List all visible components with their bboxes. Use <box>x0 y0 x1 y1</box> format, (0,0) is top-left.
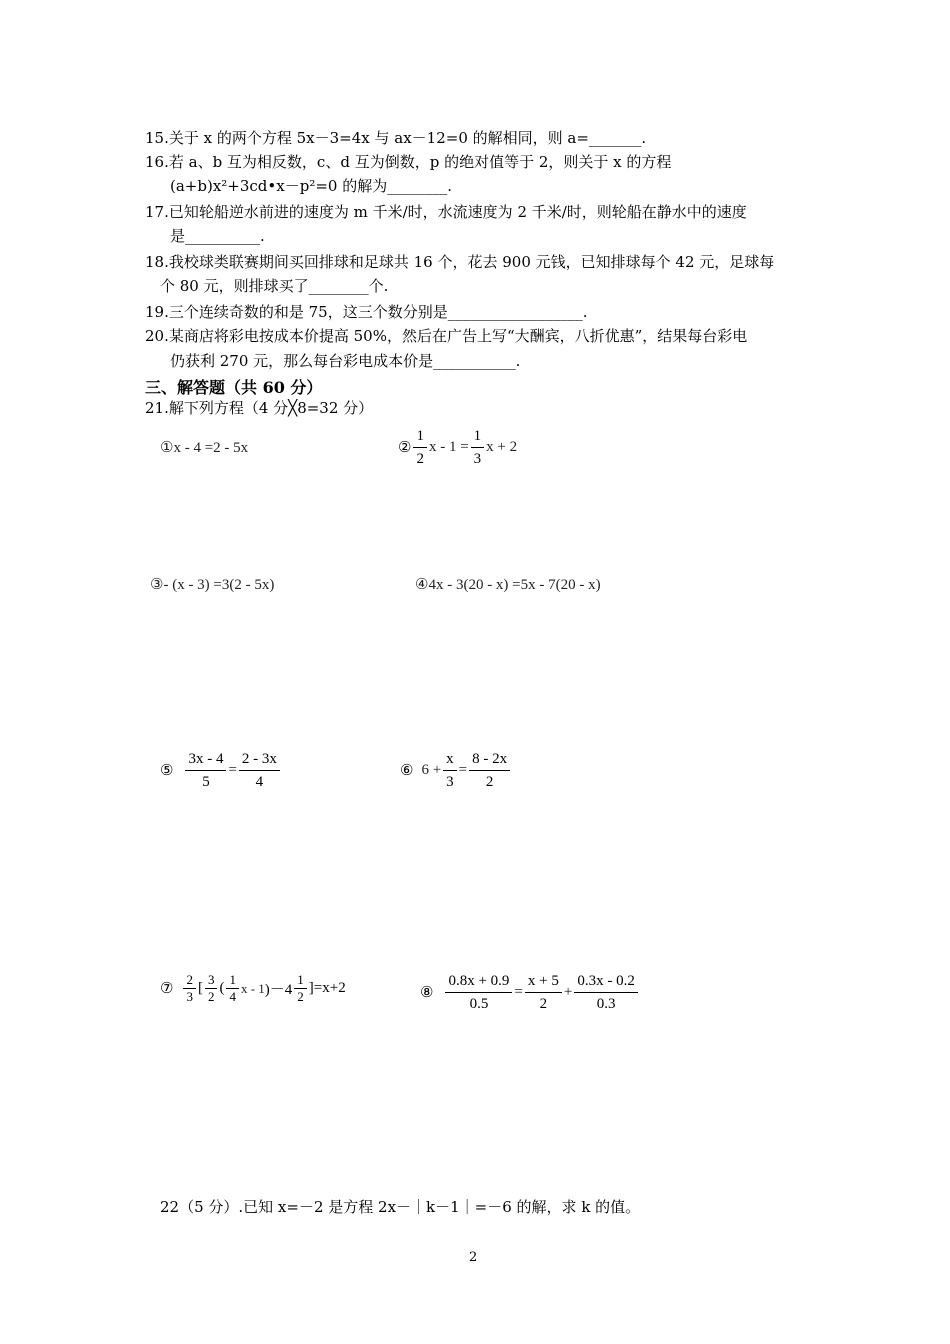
question-16-line1: 16.若 a、b 互为相反数，c、d 互为倒数，p 的绝对值等于 2，则关于 x 的方程 <box>145 153 672 171</box>
equation-3 <box>150 575 274 594</box>
equation-6-fraction-1: $\frac{x}{3}$ <box>443 748 457 793</box>
question-20-line1: 20.某商店将彩电按成本价提高 50%，然后在广告上写“大酬宾，八折优惠”，结果每台彩电 <box>145 327 748 345</box>
question-18-line1: 18.我校球类联赛期间买回排球和足球共 16 个，花去 900 元钱，已知排球每个 42 元，足球每 <box>145 253 775 271</box>
equation-2-fraction-1: $\frac{1}{2}$ <box>413 425 427 470</box>
question-17-line2: 是__________. <box>170 227 265 245</box>
question-19: 19.三个连续奇数的和是 75，这三个数分别是__________________. <box>145 303 588 321</box>
equation-4 <box>415 575 601 594</box>
equation-4-text: ④4x - 3(20 - x) =5x - 7(20 - x) <box>415 577 601 593</box>
equation-2: ② $\frac{1}{2}$ x - 1 = $\frac{1}{3}$ x + 2 <box>398 425 517 470</box>
question-16-line2: (a+b)x²+3cd•x－p²=0 的解为________. <box>170 177 452 195</box>
equation-7: ⑦ $\frac{2}{3}$ [ $\frac{3}{2}$ ( $\frac{1}{4}$ x - 1 )－4 $\frac{1}{2}$ ]=x+2 <box>160 972 346 1004</box>
equation-2-mark: ② <box>398 440 412 456</box>
equation-6-mark: ⑥ <box>400 763 414 779</box>
equation-5-fraction-1: $\frac{3x - 4}{5}$ <box>185 748 226 793</box>
equation-8: ⑧ $\frac{0.8x + 0.9}{0.5}$ = $\frac{x + 5}{2}$ + $\frac{0.3x - 0.2}{0.3}$ <box>420 970 640 1015</box>
question-20-line2: 仍获利 270 元，那么每台彩电成本价是___________. <box>170 352 521 370</box>
equation-8-fraction-3: $\frac{0.3x - 0.2}{0.3}$ <box>574 970 638 1015</box>
section-3-heading: 三、解答题（共 60 分） <box>145 378 323 397</box>
equation-7-fraction-1: $\frac{2}{3}$ <box>183 972 196 1005</box>
page-number: 2 <box>469 1250 478 1265</box>
equation-7-mark: ⑦ <box>160 981 174 997</box>
equation-1 <box>160 438 248 457</box>
equation-1-text: ①x - 4 =2 - 5x <box>160 440 249 456</box>
equation-7-fraction-2: $\frac{3}{2}$ <box>205 972 218 1005</box>
equation-7-fraction-4: $\frac{1}{2}$ <box>294 972 307 1005</box>
equation-6-fraction-2: $\frac{8 - 2x}{2}$ <box>469 748 510 793</box>
question-15: 15.关于 x 的两个方程 5x－3=4x 与 ax－12=0 的解相同，则 a=_______. <box>145 129 647 147</box>
question-17-line1: 17.已知轮船逆水前进的速度为 m 千米/时，水流速度为 2 千米/时，则轮船在静水中的速度 <box>145 203 747 221</box>
question-21-title: 21.解下列方程（4 分╳8=32 分） <box>145 399 374 417</box>
equation-5: ⑤ $\frac{3x - 4}{5}$ = $\frac{2 - 3x}{4}$ <box>160 748 282 793</box>
equation-2-fraction-2: $\frac{1}{3}$ <box>471 425 485 470</box>
equation-3-text: ③- (x - 3) =3(2 - 5x) <box>150 577 275 593</box>
equation-5-mark: ⑤ <box>160 763 174 779</box>
equation-8-mark: ⑧ <box>420 985 434 1001</box>
equation-8-fraction-2: $\frac{x + 5}{2}$ <box>525 970 562 1015</box>
question-22: 22（5 分）.已知 x=－2 是方程 2x－｜k－1｜=－6 的解，求 k 的值。 <box>160 1198 641 1216</box>
equation-8-fraction-1: $\frac{0.8x + 0.9}{0.5}$ <box>445 970 512 1015</box>
equation-6: ⑥ 6 + $\frac{x}{3}$ = $\frac{8 - 2x}{2}$ <box>400 748 512 793</box>
question-18-line2: 个 80 元，则排球买了________个. <box>160 277 389 295</box>
equation-5-fraction-2: $\frac{2 - 3x}{4}$ <box>239 748 280 793</box>
equation-7-fraction-3: $\frac{1}{4}$ <box>226 972 239 1005</box>
